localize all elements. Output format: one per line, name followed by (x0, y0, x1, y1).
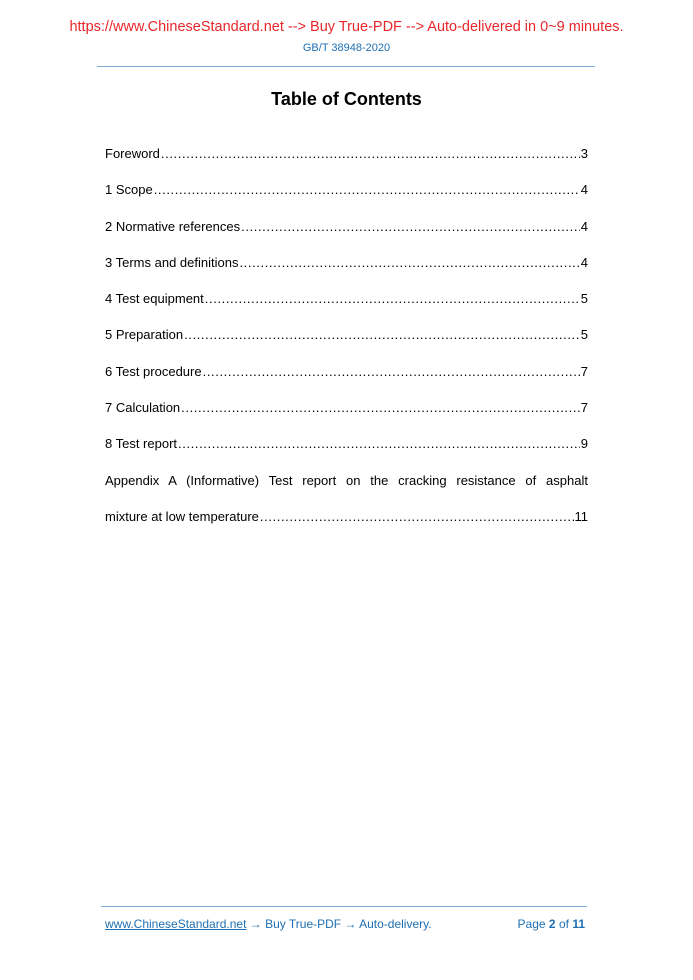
toc-leader-dots (154, 180, 580, 200)
toc-entry-page: 7 (580, 363, 588, 379)
standard-code: GB/T 38948-2020 (302, 42, 391, 54)
toc-leader-dots (184, 325, 580, 345)
toc-entry-page: 9 (580, 436, 588, 452)
page-of: of (558, 917, 569, 931)
toc-entry-calculation[interactable] (105, 398, 588, 434)
toc-leader-dots (178, 434, 580, 454)
toc-entry-label: 7 Calculation (105, 400, 181, 416)
toc-entry-terms-and-definitions[interactable] (105, 253, 588, 289)
toc-leader-dots (205, 289, 580, 309)
toc-entry-page: 11 (574, 508, 588, 524)
toc-entry-page: 7 (580, 400, 588, 416)
toc-entry-label: 2 Normative references (105, 218, 241, 234)
appendix-word: resistance (456, 472, 516, 488)
toc-leader-dots (239, 253, 579, 273)
appendix-word: cracking (398, 472, 447, 488)
appendix-word: the (370, 472, 389, 488)
toc-entry-page: 4 (580, 218, 588, 234)
page-word: Page (517, 917, 546, 931)
toc-entry-preparation[interactable] (105, 325, 588, 361)
toc-entry-label: 8 Test report (105, 436, 178, 452)
toc-entry-test-report[interactable] (105, 434, 588, 470)
toc-entry-test-procedure[interactable] (105, 362, 588, 398)
appendix-word: asphalt (546, 472, 588, 488)
toc-entry-label: 3 Terms and definitions (105, 254, 239, 270)
toc-entry-scope[interactable] (105, 180, 588, 216)
appendix-word: (Informative) (186, 472, 260, 488)
toc-entry-page: 4 (580, 254, 588, 270)
toc-entry-appendix-a[interactable] (105, 471, 588, 507)
footer-link[interactable]: www.ChineseStandard.net (105, 917, 247, 931)
page-current: 2 (548, 917, 556, 931)
page-total: 11 (572, 917, 585, 931)
appendix-word: on (346, 472, 361, 488)
toc-entry-normative-references[interactable] (105, 217, 588, 253)
toc-leader-dots (241, 217, 580, 237)
toc-entry-page: 5 (580, 327, 588, 343)
toc-entry-page: 5 (580, 291, 588, 307)
toc-leader-dots (161, 144, 580, 164)
toc-entry-foreword[interactable] (105, 144, 588, 180)
toc-entry-label: mixture at low temperature (105, 508, 259, 524)
toc-entry-label: 5 Preparation (105, 327, 184, 343)
footer-divider (101, 906, 587, 907)
toc-entry-label: Foreword (105, 146, 160, 161)
appendix-word: report (302, 472, 337, 488)
toc-entry-test-equipment[interactable] (105, 289, 588, 325)
footer-tagline: → Buy True-PDF → Auto-delivery. (246, 917, 432, 931)
page-indicator (518, 917, 585, 931)
page-title: Table of Contents (271, 89, 422, 109)
table-of-contents (105, 144, 588, 543)
header-divider (97, 66, 595, 67)
promo-banner[interactable]: https://www.ChineseStandard.net --> Buy True-PDF --> Auto-delivered in 0~9 minutes. (69, 19, 624, 35)
appendix-word: Appendix (105, 472, 160, 488)
page-footer (105, 917, 585, 931)
appendix-word: of (525, 472, 537, 488)
toc-entry-page: 4 (580, 182, 588, 198)
toc-leader-dots (260, 507, 574, 527)
appendix-word: Test (268, 472, 293, 488)
appendix-word: A (168, 472, 177, 488)
toc-entry-label: 1 Scope (105, 182, 153, 198)
toc-entry-label: 6 Test procedure (105, 363, 202, 379)
toc-leader-dots (203, 362, 580, 382)
toc-leader-dots (181, 398, 580, 418)
toc-entry-page: 3 (580, 146, 588, 161)
toc-entry-appendix-a-continued[interactable] (105, 507, 588, 543)
toc-entry-label: 4 Test equipment (105, 291, 204, 307)
footer-promo (105, 917, 432, 931)
